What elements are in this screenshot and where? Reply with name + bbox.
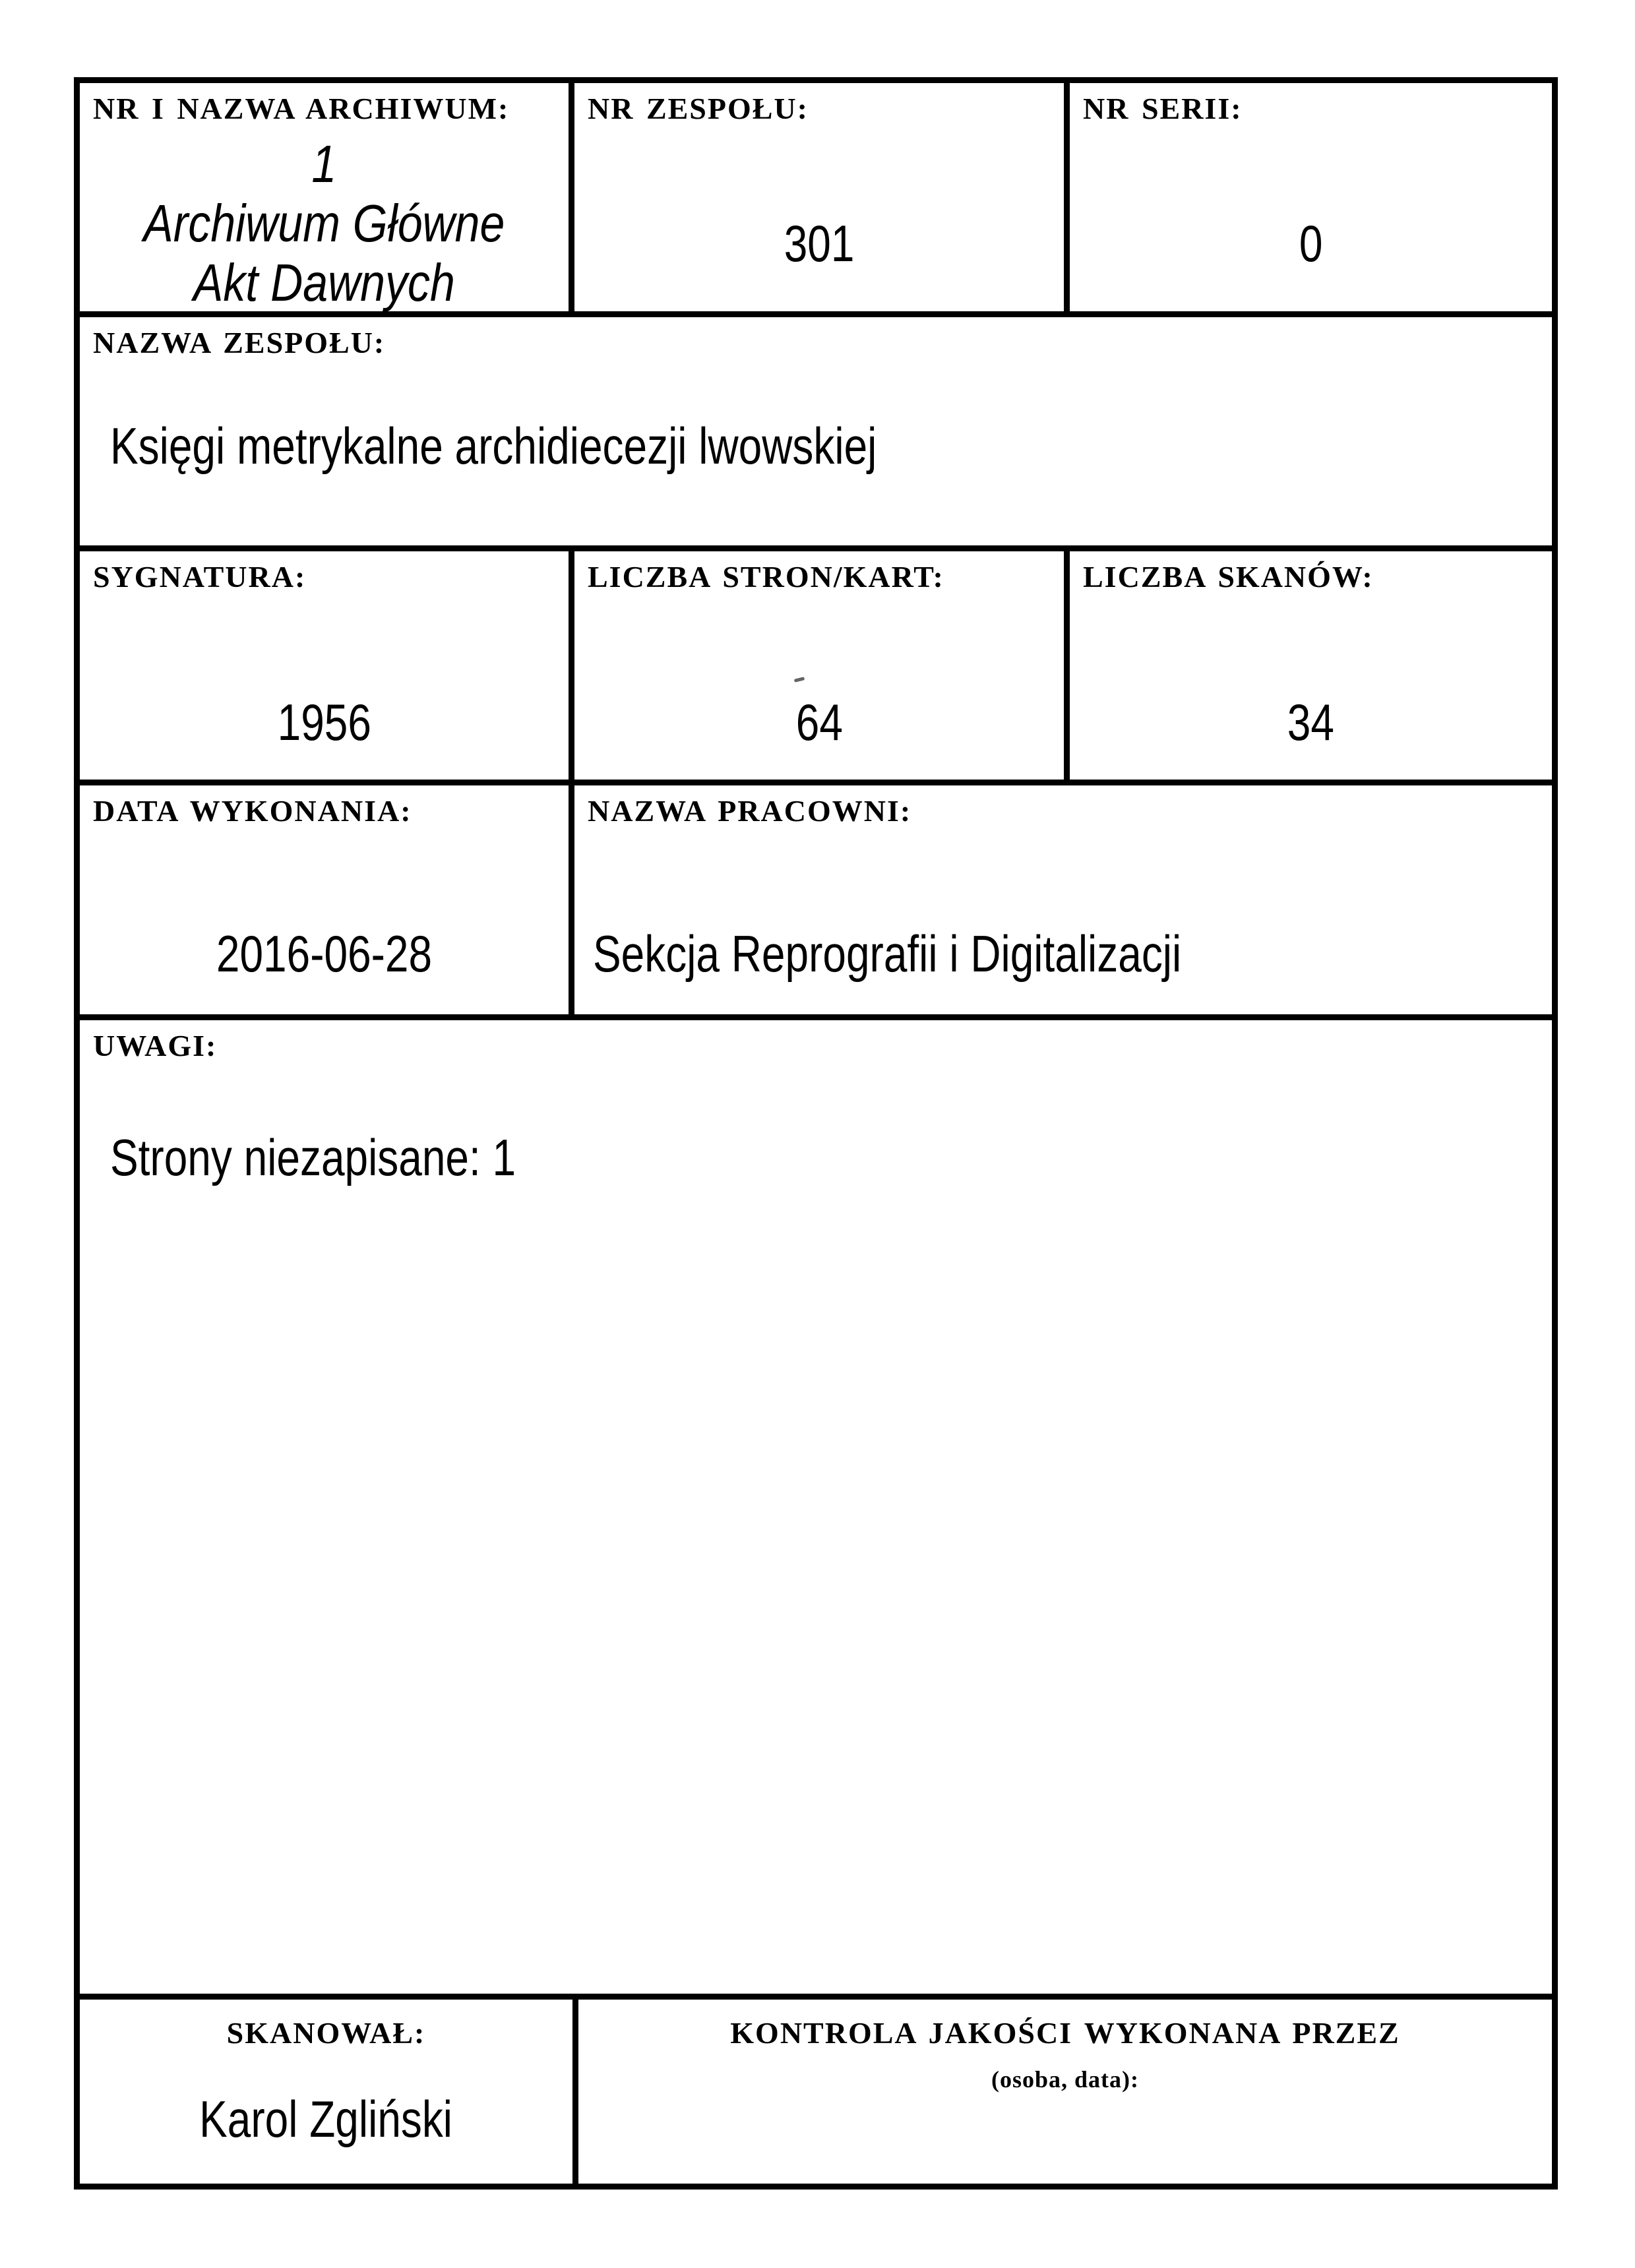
scan-date-label: DATA WYKONANIA: <box>93 794 412 828</box>
cell-workshop <box>574 785 1552 1014</box>
scan-speck <box>794 677 805 683</box>
series-number-label: NR SERII: <box>1083 92 1243 125</box>
cell-remarks <box>80 1020 1552 1994</box>
cell-scanned-by <box>80 2000 578 2184</box>
cell-archive-name <box>80 83 574 311</box>
cell-series-number <box>1070 83 1552 311</box>
scans-count-value: 34 <box>1287 693 1335 751</box>
cell-pages-count <box>574 551 1070 780</box>
archive-number: 1 <box>311 135 337 193</box>
scanned-by-value: Karol Zgliński <box>199 2090 453 2148</box>
remarks-label: UWAGI: <box>93 1029 218 1062</box>
remarks-value: Strony niezapisane: 1 <box>110 1128 516 1186</box>
pages-count-value: 64 <box>795 693 843 751</box>
row-remarks <box>80 1020 1552 2000</box>
archive-value <box>80 135 569 313</box>
cell-fonds-name <box>80 317 1552 545</box>
signature-value: 1956 <box>277 693 371 751</box>
workshop-label: NAZWA PRACOWNI: <box>588 794 912 828</box>
row-archive <box>80 83 1552 317</box>
quality-control-label: KONTROLA JAKOŚCI WYKONANA PRZEZ <box>730 2016 1400 2050</box>
signature-label: SYGNATURA: <box>93 560 307 594</box>
scans-count-label: LICZBA SKANÓW: <box>1083 560 1374 594</box>
fonds-name-label: NAZWA ZESPOŁU: <box>93 326 386 359</box>
row-signature <box>80 551 1552 785</box>
metadata-table <box>74 77 1558 2190</box>
cell-fonds-number <box>574 83 1070 311</box>
workshop-value: Sekcja Reprografii i Digitalizacji <box>593 925 1182 983</box>
fonds-number-value: 301 <box>784 214 855 272</box>
series-number-value: 0 <box>1299 214 1323 272</box>
cell-signature <box>80 551 574 780</box>
row-signoff <box>80 2000 1552 2184</box>
cell-quality-control <box>578 2000 1552 2184</box>
archive-name-line2: Akt Dawnych <box>193 253 455 312</box>
fonds-number-label: NR ZESPOŁU: <box>588 92 809 125</box>
quality-control-sublabel: (osoba, data): <box>991 2066 1139 2093</box>
pages-count-label: LICZBA STRON/KART: <box>588 560 944 594</box>
row-fonds-name <box>80 317 1552 551</box>
scanned-by-label: SKANOWAŁ: <box>226 2016 426 2050</box>
cell-scans-count <box>1070 551 1552 780</box>
archive-label: NR I NAZWA ARCHIWUM: <box>93 92 510 125</box>
cell-scan-date <box>80 785 574 1014</box>
scan-date-value: 2016-06-28 <box>216 925 433 983</box>
archive-name-line1: Archiwum Główne <box>143 194 505 253</box>
fonds-name-value: Księgi metrykalne archidiecezji lwowskiej <box>110 417 877 475</box>
row-scan-date <box>80 785 1552 1020</box>
